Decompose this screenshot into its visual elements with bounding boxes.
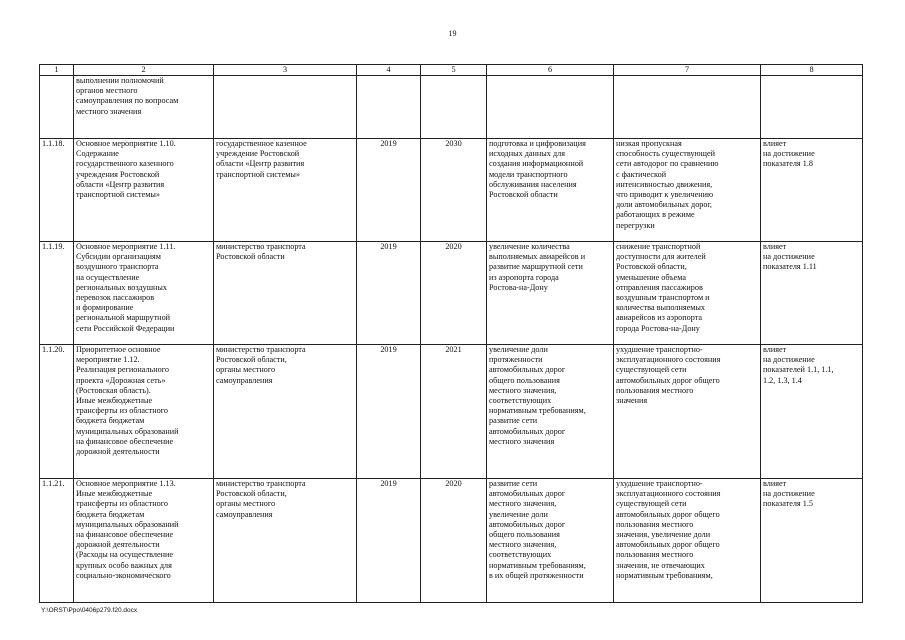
column-header: 6 (487, 65, 614, 76)
start-year: 2019 (357, 242, 421, 345)
executor: министерство транспорта Ростовской области (214, 242, 357, 345)
start-year: 2019 (357, 479, 421, 603)
page-number: 19 (448, 29, 457, 38)
expected-result: увеличение доли протяженности автомобильных дорог общего пользования местного значения, соответствующих нормативным требованиям, развитие сети автомобильных дорог местного значения (487, 345, 614, 479)
column-header: 5 (421, 65, 487, 76)
table-row (40, 345, 863, 479)
row-number (40, 76, 74, 139)
measure-name: Основное мероприятие 1.10. Содержание государственного казенного учреждения Ростовской области «Центр развития транспортной системы» (74, 139, 214, 242)
file-path-footer: Y:\ORST\Ppo\0406p279.f20.docx (41, 607, 138, 614)
table-row (40, 76, 863, 139)
row-number: 1.1.21. (40, 479, 74, 603)
end-year: 2020 (421, 479, 487, 603)
measure-name: Основное мероприятие 1.11. Субсидии организациям воздушного транспорта на осуществление региональных воздушных перевозок пассажиров и формирование региональной маршрутной сети Российской Федерации (74, 242, 214, 345)
measure-name: Основное мероприятие 1.13. Иные межбюджетные трансферты из областного бюджета бюджетам муниципальных образований на финансовое обеспечение дорожной деятельности (Расходы на осуществление крупных особо важных для социально-экономического (74, 479, 214, 603)
column-header: 7 (614, 65, 761, 76)
indicator-link (761, 76, 863, 139)
expected-result: подготовка и цифровизация исходных данных для создания информационной модели транспортного обслуживания населения Ростовской области (487, 139, 614, 242)
indicator-link: влияет на достижение показателя 1.8 (761, 139, 863, 242)
table-row (40, 242, 863, 345)
column-header: 1 (40, 65, 74, 76)
start-year: 2019 (357, 139, 421, 242)
column-header: 4 (357, 65, 421, 76)
end-year: 2021 (421, 345, 487, 479)
indicator-link: влияет на достижение показателей 1.1, 1.1, 1.2, 1.3, 1.4 (761, 345, 863, 479)
executor (214, 76, 357, 139)
end-year (421, 76, 487, 139)
table-row (40, 139, 863, 242)
measures-table (39, 64, 863, 603)
end-year: 2020 (421, 242, 487, 345)
column-header: 3 (214, 65, 357, 76)
start-year (357, 76, 421, 139)
row-number: 1.1.20. (40, 345, 74, 479)
consequences: ухудшение транспортно- эксплуатационного состояния существующей сети автомобильных дорог общего пользования местного значения, увеличение доли автомобильных дорог общего пользования местного значения, не отвечающих нормативным требованиям, (614, 479, 761, 603)
measure-name: выполнении полномочий органов местного самоуправления по вопросам местного значения (74, 76, 214, 139)
indicator-link: влияет на достижение показателя 1.5 (761, 479, 863, 603)
table-row (40, 479, 863, 603)
measure-name: Приоритетное основное мероприятие 1.12. Реализация регионального проекта «Дорожная сеть» (Ростовская область). Иные межбюджетные трансферты из областного бюджета бюджетам муниципальных образований на финансовое обеспечение дорожной деятельности (74, 345, 214, 479)
expected-result: развитие сети автомобильных дорог местного значения, увеличение доли автомобильных дорог общего пользования местного значения, соответствующих нормативным требованиям, в их общей протяженности (487, 479, 614, 603)
executor: министерство транспорта Ростовской области, органы местного самоуправления (214, 345, 357, 479)
executor: государственное казенное учреждение Ростовской области «Центр развития транспортной системы» (214, 139, 357, 242)
consequences: низкая пропускная способность существующей сети автодорог по сравнению с фактической интенсивностью движения, что приводит к увеличению доли автомобильных дорог, работающих в режиме перегрузки (614, 139, 761, 242)
expected-result (487, 76, 614, 139)
indicator-link: влияет на достижение показателя 1.11 (761, 242, 863, 345)
header-row (40, 65, 863, 76)
row-number: 1.1.18. (40, 139, 74, 242)
row-number: 1.1.19. (40, 242, 74, 345)
consequences: ухудшение транспортно- эксплуатационного состояния существующей сети автомобильных дорог общего пользования местного значения (614, 345, 761, 479)
start-year: 2019 (357, 345, 421, 479)
expected-result: увеличение количества выполняемых авиарейсов и развитие маршрутной сети из аэропорта города Ростова-на-Дону (487, 242, 614, 345)
column-header: 8 (761, 65, 863, 76)
consequences (614, 76, 761, 139)
executor: министерство транспорта Ростовской области, органы местного самоуправления (214, 479, 357, 603)
column-header: 2 (74, 65, 214, 76)
consequences: снижение транспортной доступности для жителей Ростовской области, уменьшение объема отправления пассажиров воздушным транспортом и количества выполняемых авиарейсов из аэропорта города Ростова-на-Дону (614, 242, 761, 345)
end-year: 2030 (421, 139, 487, 242)
